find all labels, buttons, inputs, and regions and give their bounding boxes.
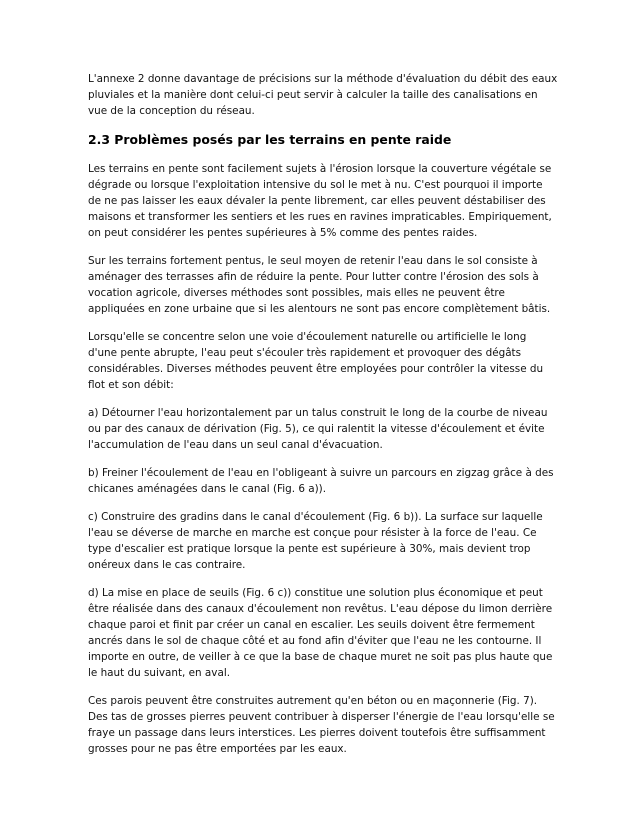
intro-paragraph: L'annexe 2 donne davantage de précisions sur la méthode d'évaluation du débit des eaux pluviales et la manière dont celui-ci peut servir à calculer la taille des canalisations en vue de la conception du réseau. (88, 73, 558, 117)
list-item-d: d) La mise en place de seuils (Fig. 6 c)) constitue une solution plus économique et peut être réalisée dans des canaux d'écoulement non revêtus. L'eau dépose du limon derrière chaque paroi et finit par créer un canal en escalier. Les seuils doivent être fermement ancrés dans le sol de chaque côté et au fond afin d'éviter que l'eau ne les contourne. Il importe en outre, de veiller à ce que la base de chaque muret ne soit pas plus haute que le haut du suivant, en aval. (88, 587, 553, 679)
body-paragraph: Lorsqu'elle se concentre selon une voie d'écoulement naturelle ou artificielle le long d'une pente abrupte, l'eau peut s'écouler très rapidement et provoquer des dégâts considérables. Diverses méthodes peuvent être employées pour contrôler la vitesse du flot et son débit: (88, 331, 544, 391)
list-item-c: c) Construire des gradins dans le canal d'écoulement (Fig. 6 b)). La surface sur laquelle l'eau se déverse de marche en marche est conçue pour résister à la force de l'eau. Ce type d'escalier est pratique lorsque la pente est supérieure à 30%, mais devient trop onéreux dans le cas contraire. (88, 511, 543, 571)
list-item-b: b) Freiner l'écoulement de l'eau en l'obligeant à suivre un parcours en zigzag grâce à des chicanes aménagées dans le canal (Fig. 6 a)). (88, 467, 554, 495)
body-paragraph: Sur les terrains fortement pentus, le seul moyen de retenir l'eau dans le sol consiste à aménager des terrasses afin de réduire la pente. Pour lutter contre l'érosion des sols à vocation agricole, diverses méthodes sont possibles, mais elles ne peuvent être appliquées en zone urbaine que si les alentours ne sont pas encore complètement bâtis. (88, 255, 551, 315)
body-paragraph: Les terrains en pente sont facilement sujets à l'érosion lorsque la couverture végétale se dégrade ou lorsque l'exploitation intensive du sol le met à nu. C'est pourquoi il importe de ne pas laisser les eaux dévaler la pente librement, car elles peuvent déstabiliser des maisons et transformer les sentiers et les rues en ravines impraticables. Empiriquement, on peut considérer les pentes supérieures à 5% comme des pentes raides. (88, 163, 552, 239)
section-heading: 2.3 Problèmes posés par les terrains en pente raide (88, 132, 452, 147)
list-item-a: a) Détourner l'eau horizontalement par un talus construit le long de la courbe de niveau ou par des canaux de dérivation (Fig. 5), ce qui ralentit la vitesse d'écoulement et évite l'accumulation de l'eau dans un seul canal d'évacuation. (88, 407, 548, 451)
document-page (88, 71, 558, 769)
body-paragraph: Ces parois peuvent être construites autrement qu'en béton ou en maçonnerie (Fig. 7). Des tas de grosses pierres peuvent contribuer à disperser l'énergie de l'eau lorsqu'elle se fraye un passage dans leurs interstices. Les pierres doivent toutefois être suffisamment grosses pour ne pas être emportées par les eaux. (88, 695, 555, 755)
